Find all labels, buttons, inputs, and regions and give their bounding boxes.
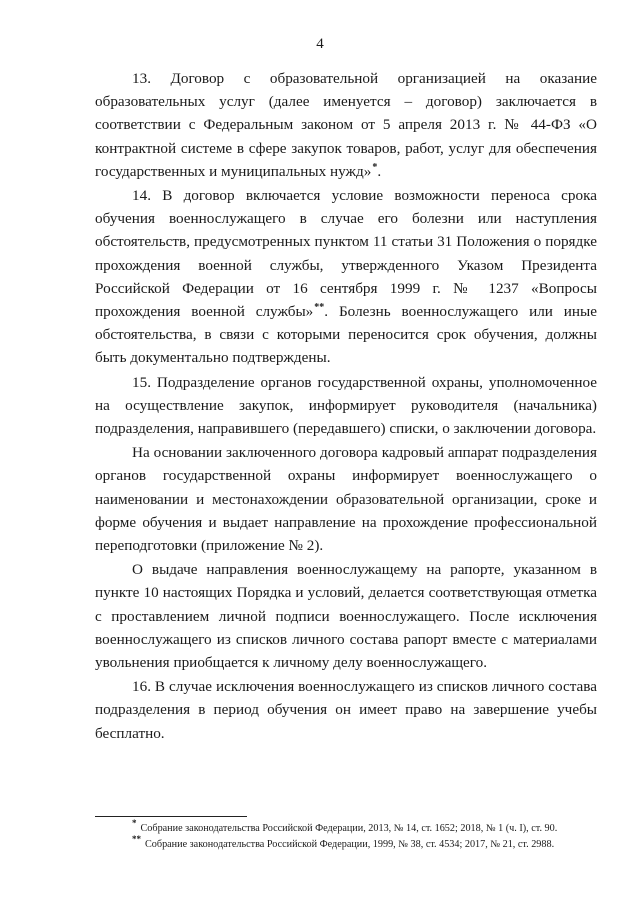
- footnote-mark: **: [132, 834, 141, 844]
- page-number: 4: [316, 36, 324, 52]
- footnote-text: Собрание законодательства Российской Федерации, 2013, № 14, ст. 1652; 2018, № 1 (ч. I), ст. 90.: [140, 823, 558, 834]
- paragraph-15-continued: [95, 441, 597, 557]
- footnote-ref: *: [372, 161, 378, 173]
- paragraph-13: [95, 67, 597, 183]
- paragraph-text: 16. В случае исключения военнослужащего из списков личного состава подразделения в период обучения он имеет право на завершение учебы бесплатно.: [95, 678, 597, 742]
- paragraph-text: На основании заключенного договора кадровый аппарат подразделения органов государственной охраны информирует военнослужащего о наименовании и местонахождении образовательной организации, сроке и форме обучения и выдает направление на прохождение профессиональной переподготовки (приложение № 2).: [95, 444, 597, 555]
- paragraph-text: 15. Подразделение органов государственной охраны, уполномоченное на осуществление закупок, информирует руководителя (начальника) подразделения, направившего (передавшего) списки, о заключении договора.: [95, 373, 597, 438]
- footnotes: [95, 818, 597, 853]
- paragraph-text: 13. Договор с образовательной организацией на оказание образовательных услуг (далее именуется – договор) заключается в соответствии с Федеральным законом от 5 апреля 2013 г. № 44-ФЗ «О контрактной системе в сфере закупок товаров, работ, услуг для обеспечения государственных и муниципальных нужд»: [95, 70, 597, 180]
- footnote-mark: *: [132, 818, 137, 828]
- footnote-text: Собрание законодательства Российской Федерации, 1999, № 38, ст. 4534; 2017, № 21, ст. 2988.: [145, 839, 555, 850]
- body-text: [95, 67, 597, 745]
- paragraph-16: [95, 675, 597, 745]
- footnote-ref: **: [314, 302, 325, 314]
- footnote-separator: [95, 816, 247, 817]
- paragraph-15-direction: [95, 558, 597, 674]
- paragraph-text-tail: . Болезнь военнослужащего или иные обстоятельства, в связи с которыми переносится срок обучения, должны быть документально подтверждены.: [95, 303, 597, 367]
- footnote-1: [95, 818, 597, 837]
- footnote-2: [95, 834, 597, 853]
- paragraph-14: [95, 184, 597, 370]
- paragraph-text-tail: .: [377, 162, 382, 180]
- paragraph-15: [95, 371, 597, 441]
- paragraph-text: 14. В договор включается условие возможности переноса срока обучения военнослужащего в случае его болезни или наступления обстоятельств, предусмотренных пунктом 11 статьи 31 Положения о порядке прохождения военной службы, утвержденного Указом Президента Российской Федерации от 16 сентября 1999 г. № 1237 «Вопросы прохождения военной службы»: [95, 187, 597, 321]
- paragraph-text: О выдаче направления военнослужащему на рапорте, указанном в пункте 10 настоящих Порядка и условий, делается соответствующая отметка с проставлением личной подписи военнослужащего. После исключения военнослужащего из списков личного состава рапорт вместе с материалами увольнения приобщается к личному делу военнослужащего.: [95, 561, 597, 672]
